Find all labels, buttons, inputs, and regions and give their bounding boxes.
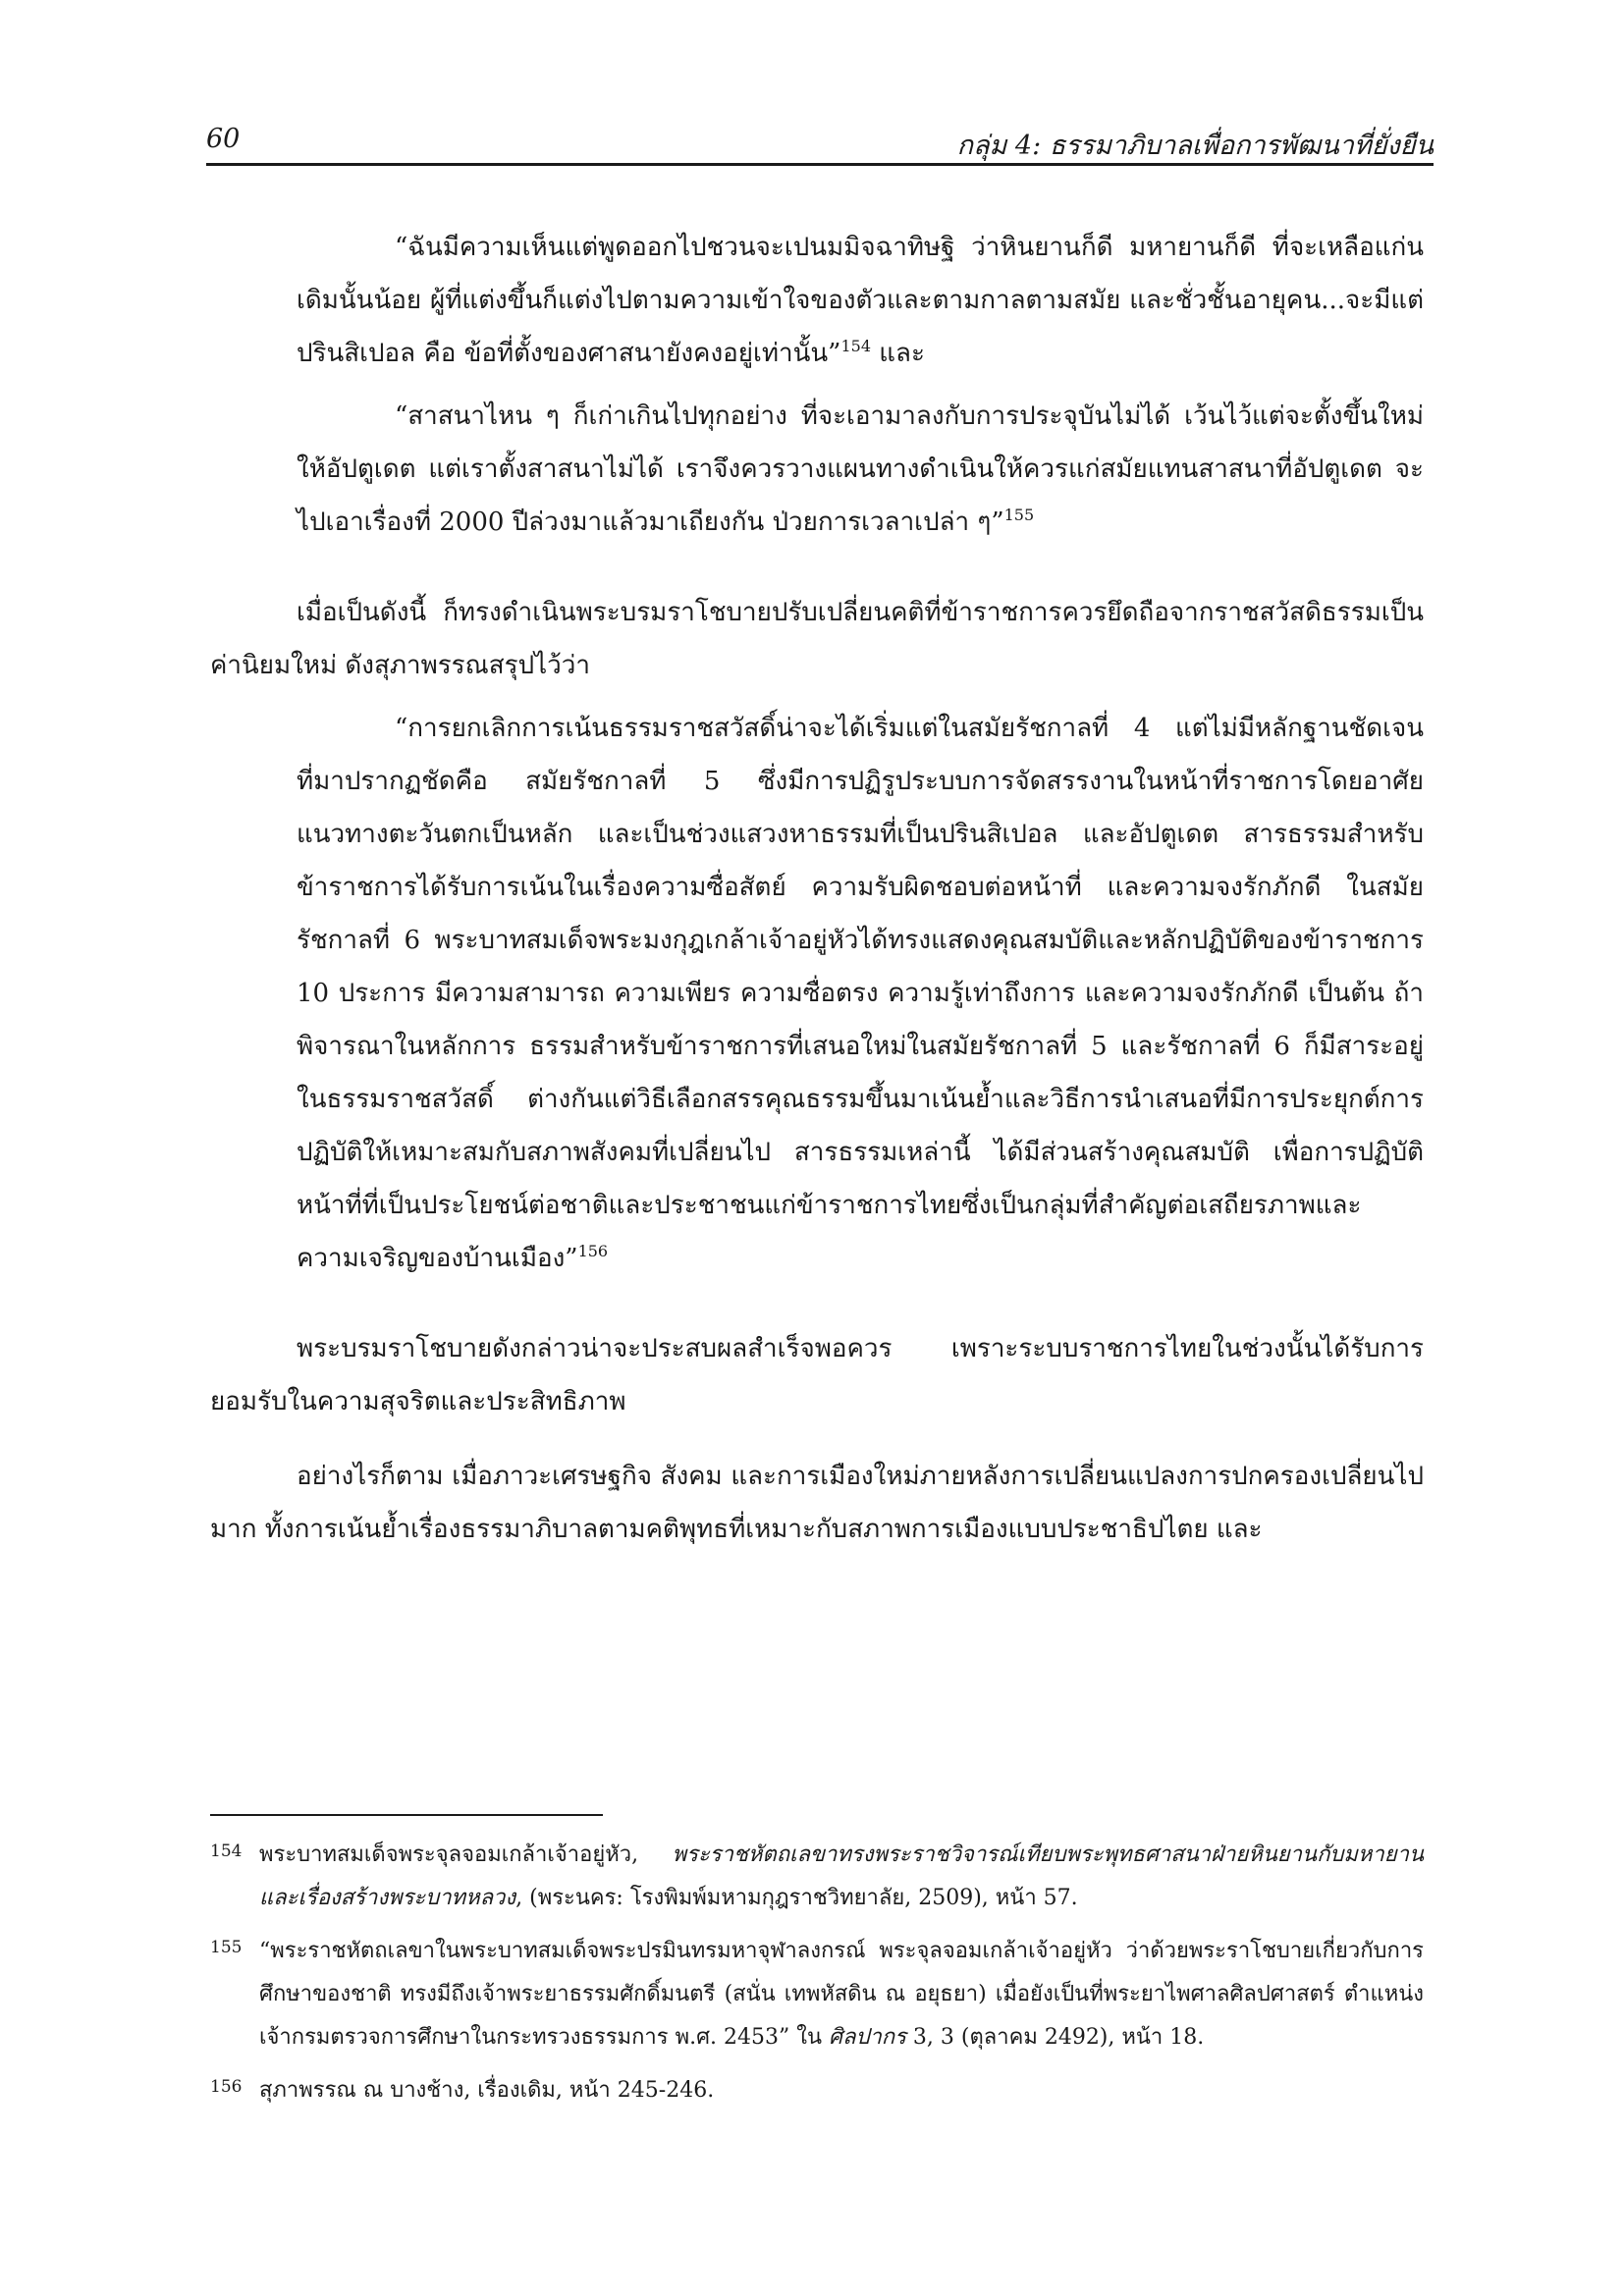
paragraph-2: พระบรมราโชบายดังกล่าวน่าจะประสบผลสำเร็จพอควร เพราะระบบราชการไทยในช่วงนั้นได้รับการยอมรับในความสุจริตและประสิทธิภาพ xyxy=(210,1334,1424,1416)
paragraph-3: อย่างไรก็ตาม เมื่อภาวะเศรษฐกิจ สังคม และการเมืองใหม่ภายหลังการเปลี่ยนแปลงการปกครองเปลี่ยนไปมาก ทั้งการเน้นย้ำเรื่องธรรมาภิบาลตามคติพุทธที่เหมาะกับสภาพการเมืองแบบประชาธิปไตย และ xyxy=(210,1462,1424,1544)
footnote-title: พระราชหัตถเลขาทรงพระราชวิจารณ์เทียบพระพุทธศาสนาฝ่ายหินยานกับมหายานและเรื่องสร้างพระบาทหลวง xyxy=(259,1842,1424,1910)
header-rule xyxy=(206,163,1434,166)
footnote-number: 154 xyxy=(210,1842,243,1861)
footnote-text-tail: 3, 3 (ตุลาคม 2492), หน้า 18. xyxy=(905,2025,1205,2050)
quote-3-text: “การยกเลิกการเน้นธรรมราชสวัสดิ์น่าจะได้เริ่มแต่ในสมัยรัชกาลที่ 4 แต่ไม่มีหลักฐานชัดเจน ที่มาปรากฏชัดคือ สมัยรัชกาลที่ 5 ซึ่งมีการปฏิรูประบบการจัดสรรงานในหน้าที่ราชการโดยอาศัยแนวทางตะวันตกเป็นหลัก และเป็นช่วงแสวงหาธรรมที่เป็นปรินสิเปอล และอัปตูเดต สารธรรมสำหรับข้าราชการได้รับการเน้นในเรื่องความซื่อสัตย์ ความรับผิดชอบต่อหน้าที่ และความจงรักภักดี ในสมัยรัชกาลที่ 6 พระบาทสมเด็จพระมงกุฎเกล้าเจ้าอยู่หัวได้ทรงแสดงคุณสมบัติและหลักปฏิบัติของข้าราชการ 10 ประการ มีความสามารถ ความเพียร ความซื่อตรง ความรู้เท่าถึงการ และความจงรักภักดี เป็นต้น ถ้าพิจารณาในหลักการ ธรรมสำหรับข้าราชการที่เสนอใหม่ในสมัยรัชกาลที่ 5 และรัชกาลที่ 6 ก็มีสาระอยู่ในธรรมราชสวัสดิ์ ต่างกันแต่วิธีเลือกสรรคุณธรรมขึ้นมาเน้นย้ำและวิธีการนำเสนอที่มีการประยุกต์การปฏิบัติให้เหมาะสมกับสภาพสังคมที่เปลี่ยนไป สารธรรมเหล่านี้ ได้มีส่วนสร้างคุณสมบัติ เพื่อการปฏิบัติหน้าที่ที่เป็นประโยชน์ต่อชาติและประชาชนแก่ข้าราชการไทยซึ่งเป็นกลุ่มที่สำคัญต่อเสถียรภาพและความเจริญของบ้านเมือง” xyxy=(297,714,1424,1273)
footnote-text: สุภาพรรณ ณ บางช้าง, เรื่องเดิม, หน้า 245-246. xyxy=(259,2078,715,2103)
footnote-number: 155 xyxy=(210,1938,243,1957)
footnote-ref-154[interactable]: 154 xyxy=(840,337,872,355)
footnote-ref-156[interactable]: 156 xyxy=(577,1242,609,1260)
quote-paragraph-1 xyxy=(297,221,1424,380)
paragraph-1: เมื่อเป็นดังนี้ ก็ทรงดำเนินพระบรมราโชบายปรับเปลี่ยนคติที่ข้าราชการควรยึดถือจากราชสวัสดิธรรมเป็นค่านิยมใหม่ ดังสุภาพรรณสรุปไว้ว่า xyxy=(210,598,1424,680)
footnotes xyxy=(210,1834,1424,2122)
footnote-154 xyxy=(210,1834,1424,1920)
quote-1-tail: และ xyxy=(871,339,925,368)
footnote-text: “พระราชหัตถเลขาในพระบาทสมเด็จพระปรมินทรมหาจุฬาลงกรณ์ พระจุลจอมเกล้าเจ้าอยู่หัว ว่าด้วยพระราโชบายเกี่ยวกับการศึกษาของชาติ ทรงมีถึงเจ้าพระยาธรรมศักดิ์มนตรี (สนั่น เทพหัสดิน ณ อยุธยา) เมื่อยังเป็นที่พระยาไพศาลศิลปศาสตร์ ตำแหน่งเจ้ากรมตรวจการศึกษาในกระทรวงธรรมการ พ.ศ. 2453” ใน xyxy=(259,1939,1424,2050)
quote-1-text: “ฉันมีความเห็นแต่พูดออกไปชวนจะเปนมมิจฉาทิษฐิ ว่าหินยานก็ดี มหายานก็ดี ที่จะเหลือแก่นเดิมนั้นน้อย ผู้ที่แต่งขึ้นก็แต่งไปตามความเข้าใจของตัวและตามกาลตามสมัย และชั่วชั้นอายุคน...จะมีแต่ปรินสิเปอล คือ ข้อที่ตั้งของศาสนายังคงอยู่เท่านั้น” xyxy=(297,233,1424,368)
footnote-text-tail: , (พระนคร: โรงพิมพ์มหามกุฎราชวิทยาลัย, 2509), หน้า 57. xyxy=(515,1886,1078,1910)
footnote-number: 156 xyxy=(210,2077,243,2097)
footnote-text: พระบาทสมเด็จพระจุลจอมเกล้าเจ้าอยู่หัว, xyxy=(259,1842,673,1867)
running-title: กลุ่ม 4: ธรรมาภิบาลเพื่อการพัฒนาที่ยั่งยืน xyxy=(956,131,1434,161)
page-number: 60 xyxy=(206,124,241,154)
quote-2-text: “สาสนาไหน ๆ ก็เก่าเกินไปทุกอย่าง ที่จะเอามาลงกับการประจุบันไม่ได้ เว้นไว้แต่จะตั้งขึ้นใหม่ให้อัปตูเดต แต่เราตั้งสาสนาไม่ได้ เราจึงควรวางแผนทางดำเนินให้ควรแก่สมัยแทนสาสนาที่อัปตูเดต จะไปเอาเรื่องที่ 2000 ปีล่วงมาแล้วมาเถียงกัน ป่วยการเวลาเปล่า ๆ” xyxy=(297,401,1424,537)
quote-paragraph-2 xyxy=(297,390,1424,549)
footnote-rule xyxy=(210,1814,603,1816)
quote-paragraph-3 xyxy=(297,702,1424,1285)
footnote-155 xyxy=(210,1930,1424,2059)
footnote-title: ศิลปากร xyxy=(829,2025,906,2050)
footnote-156 xyxy=(210,2069,1424,2112)
body-text xyxy=(210,221,1424,1556)
footnote-ref-155[interactable]: 155 xyxy=(1003,506,1035,524)
page-header xyxy=(206,116,1434,161)
